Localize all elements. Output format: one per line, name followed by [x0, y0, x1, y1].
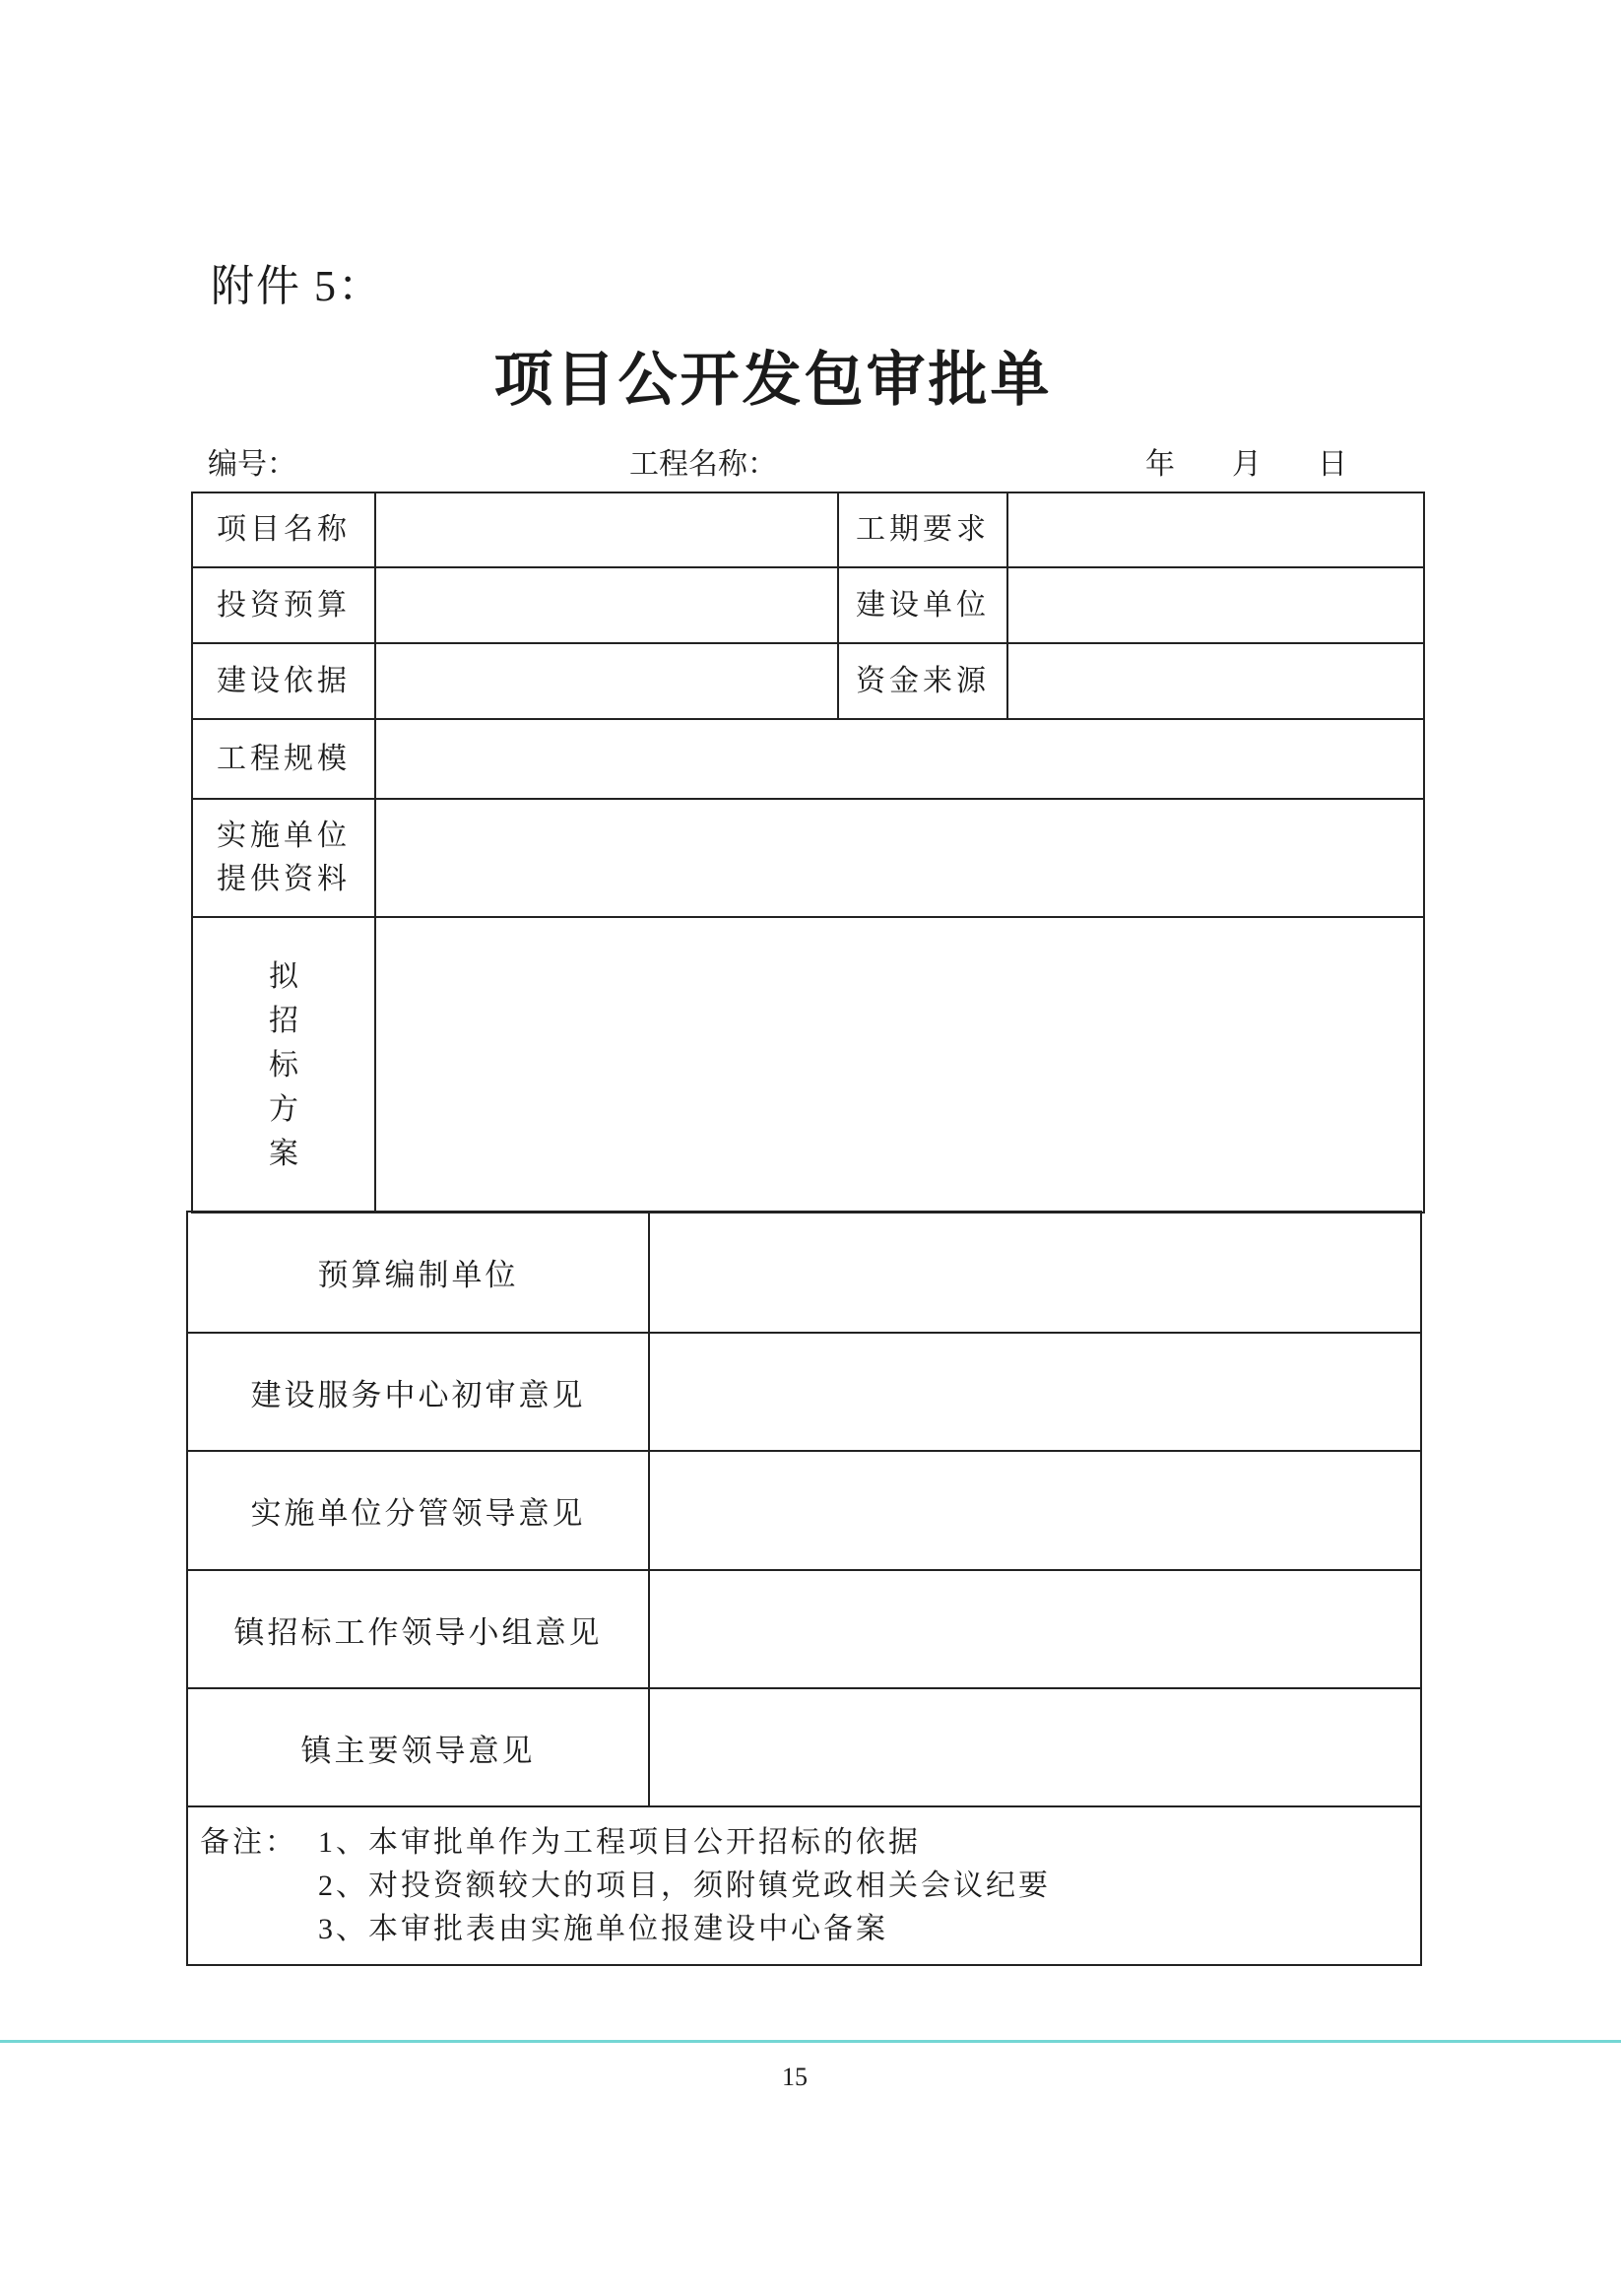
table-row: [192, 917, 1424, 1213]
note-item: 3、本审批表由实施单位报建设中心备案: [318, 1913, 888, 1945]
project-scale-cell-label: 工程规模: [192, 719, 375, 799]
construction-unit-value: [1007, 567, 1424, 643]
table-row: [187, 1688, 1421, 1806]
bidding-plan-cell-label: [192, 917, 375, 1213]
table-row: [192, 492, 1424, 567]
bidding-plan-char: 方: [269, 1092, 298, 1126]
note-item: 2、对投资额较大的项目，须附镇党政相关会议纪要: [318, 1870, 1051, 1902]
table-row: [192, 567, 1424, 643]
notes-list: [318, 1821, 1051, 1951]
unit-leader-opinion-cell-label: 实施单位分管领导意见: [187, 1451, 649, 1570]
town-leader-opinion-cell-label: 镇主要领导意见: [187, 1688, 649, 1806]
bidding-plan-value: [375, 917, 1424, 1213]
table-row: [187, 1451, 1421, 1570]
investment-budget-cell-label: 投资预算: [192, 567, 375, 643]
materials-cell-label: [192, 799, 375, 917]
service-center-opinion-value: [649, 1333, 1421, 1451]
budget-unit-cell-label: 预算编制单位: [187, 1212, 649, 1333]
table-row: [192, 719, 1424, 799]
construction-basis-value: [375, 643, 838, 719]
bidding-plan-char: 案: [269, 1137, 298, 1170]
project-name-cell-label: 项目名称: [192, 492, 375, 567]
materials-label-line-2: 提供资料: [217, 863, 351, 895]
schedule-requirement-cell-label: 工期要求: [838, 492, 1007, 567]
fund-source-value: [1007, 643, 1424, 719]
number-label: 编号：: [208, 448, 296, 481]
table-row: [187, 1333, 1421, 1451]
notes-label: 备注：: [200, 1826, 297, 1859]
materials-label-line-1: 实施单位: [217, 820, 351, 852]
attachment-label: 附件 5：: [211, 262, 383, 310]
form-title: 项目公开发包审批单: [493, 348, 1053, 413]
table-row: [192, 643, 1424, 719]
fund-source-cell-label: 资金来源: [838, 643, 1007, 719]
approval-table: [186, 1211, 1422, 1966]
table-row: [187, 1806, 1421, 1965]
investment-budget-value: [375, 567, 838, 643]
construction-unit-cell-label: 建设单位: [838, 567, 1007, 643]
table-row: [192, 799, 1424, 917]
note-item: 1、本审批单作为工程项目公开招标的依据: [318, 1826, 921, 1859]
day-label: 日: [1318, 448, 1347, 481]
bidding-group-opinion-value: [649, 1570, 1421, 1688]
notes-cell: [187, 1806, 1421, 1965]
budget-unit-value: [649, 1212, 1421, 1333]
year-label: 年: [1145, 448, 1175, 481]
materials-value: [375, 799, 1424, 917]
notes-block: [188, 1807, 1420, 1951]
project-scale-value: [375, 719, 1424, 799]
service-center-opinion-cell-label: 建设服务中心初审意见: [187, 1333, 649, 1451]
project-info-table: [191, 492, 1425, 1214]
construction-basis-cell-label: 建设依据: [192, 643, 375, 719]
month-label: 月: [1232, 448, 1262, 481]
project-name-value: [375, 492, 838, 567]
bidding-group-opinion-cell-label: 镇招标工作领导小组意见: [187, 1570, 649, 1688]
schedule-requirement-value: [1007, 492, 1424, 567]
project-name-label: 工程名称：: [629, 448, 777, 481]
footer-rule: [0, 2040, 1621, 2043]
page-number: 15: [782, 2063, 808, 2091]
bidding-plan-char: 招: [269, 1004, 298, 1037]
table-row: [187, 1212, 1421, 1333]
unit-leader-opinion-value: [649, 1451, 1421, 1570]
table-row: [187, 1570, 1421, 1688]
bidding-plan-char: 拟: [269, 959, 298, 993]
town-leader-opinion-value: [649, 1688, 1421, 1806]
bidding-plan-char: 标: [269, 1048, 298, 1082]
